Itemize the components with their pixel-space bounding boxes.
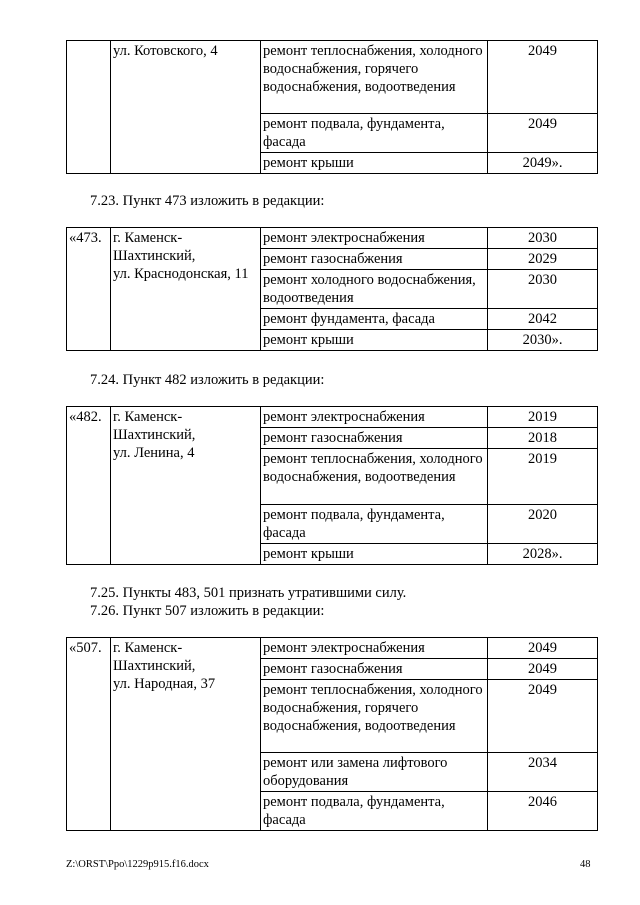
work-type-cell: ремонт электроснабжения (261, 638, 488, 659)
work-type-cell: ремонт крыши (261, 544, 488, 565)
paragraph-7-26: 7.26. Пункт 507 изложить в редакции: (90, 603, 325, 619)
work-type-cell: ремонт или замена лифтового оборудования (261, 753, 488, 792)
table-row (67, 41, 598, 114)
work-type-cell: ремонт газоснабжения (261, 659, 488, 680)
year-cell: 2049». (488, 153, 598, 174)
work-type-cell: ремонт подвала, фундамента, фасада (261, 114, 488, 153)
object-table (66, 637, 598, 831)
footer-page-number: 48 (580, 859, 591, 870)
year-cell: 2049 (488, 114, 598, 153)
work-type-cell: ремонт теплоснабжения, холодного водоснабжения, горячего водоснабжения, водоотведения (261, 41, 488, 114)
footer-file-path: Z:\ORST\Ppo\1229p915.f16.docx (66, 859, 209, 870)
year-cell: 2018 (488, 428, 598, 449)
object-table (66, 40, 598, 174)
year-cell: 2049 (488, 680, 598, 753)
paragraph-7-25: 7.25. Пункты 483, 501 признать утратившими силу. (90, 585, 407, 601)
year-cell: 2049 (488, 638, 598, 659)
address-cell: г. Каменск- Шахтинский, ул. Ленина, 4 (111, 407, 261, 565)
table-row (67, 638, 598, 659)
work-type-cell: ремонт газоснабжения (261, 249, 488, 270)
object-table (66, 227, 598, 351)
paragraph-7-24: 7.24. Пункт 482 изложить в редакции: (90, 372, 325, 388)
year-cell: 2030 (488, 228, 598, 249)
year-cell: 2019 (488, 407, 598, 428)
table-row (67, 228, 598, 249)
address-cell: ул. Котовского, 4 (111, 41, 261, 174)
year-cell: 2029 (488, 249, 598, 270)
work-type-cell: ремонт теплоснабжения, холодного водоснабжения, горячего водоснабжения, водоотведения (261, 680, 488, 753)
work-type-cell: ремонт фундамента, фасада (261, 309, 488, 330)
work-type-cell: ремонт подвала, фундамента, фасада (261, 505, 488, 544)
paragraph-7-23: 7.23. Пункт 473 изложить в редакции: (90, 193, 325, 209)
year-cell: 2028». (488, 544, 598, 565)
work-type-cell: ремонт холодного водоснабжения, водоотведения (261, 270, 488, 309)
item-number (67, 41, 111, 174)
work-type-cell: ремонт крыши (261, 330, 488, 351)
work-type-cell: ремонт электроснабжения (261, 407, 488, 428)
work-type-cell: ремонт электроснабжения (261, 228, 488, 249)
item-number: «507. (67, 638, 111, 831)
year-cell: 2030 (488, 270, 598, 309)
address-cell: г. Каменск- Шахтинский, ул. Народная, 37 (111, 638, 261, 831)
work-type-cell: ремонт крыши (261, 153, 488, 174)
year-cell: 2042 (488, 309, 598, 330)
item-number: «473. (67, 228, 111, 351)
year-cell: 2034 (488, 753, 598, 792)
item-number: «482. (67, 407, 111, 565)
year-cell: 2046 (488, 792, 598, 831)
year-cell: 2030». (488, 330, 598, 351)
year-cell: 2049 (488, 659, 598, 680)
work-type-cell: ремонт газоснабжения (261, 428, 488, 449)
address-cell: г. Каменск- Шахтинский, ул. Краснодонская, 11 (111, 228, 261, 351)
work-type-cell: ремонт подвала, фундамента, фасада (261, 792, 488, 831)
work-type-cell: ремонт теплоснабжения, холодного водоснабжения, водоотведения (261, 449, 488, 505)
object-table (66, 406, 598, 565)
table-row (67, 407, 598, 428)
year-cell: 2049 (488, 41, 598, 114)
year-cell: 2020 (488, 505, 598, 544)
year-cell: 2019 (488, 449, 598, 505)
